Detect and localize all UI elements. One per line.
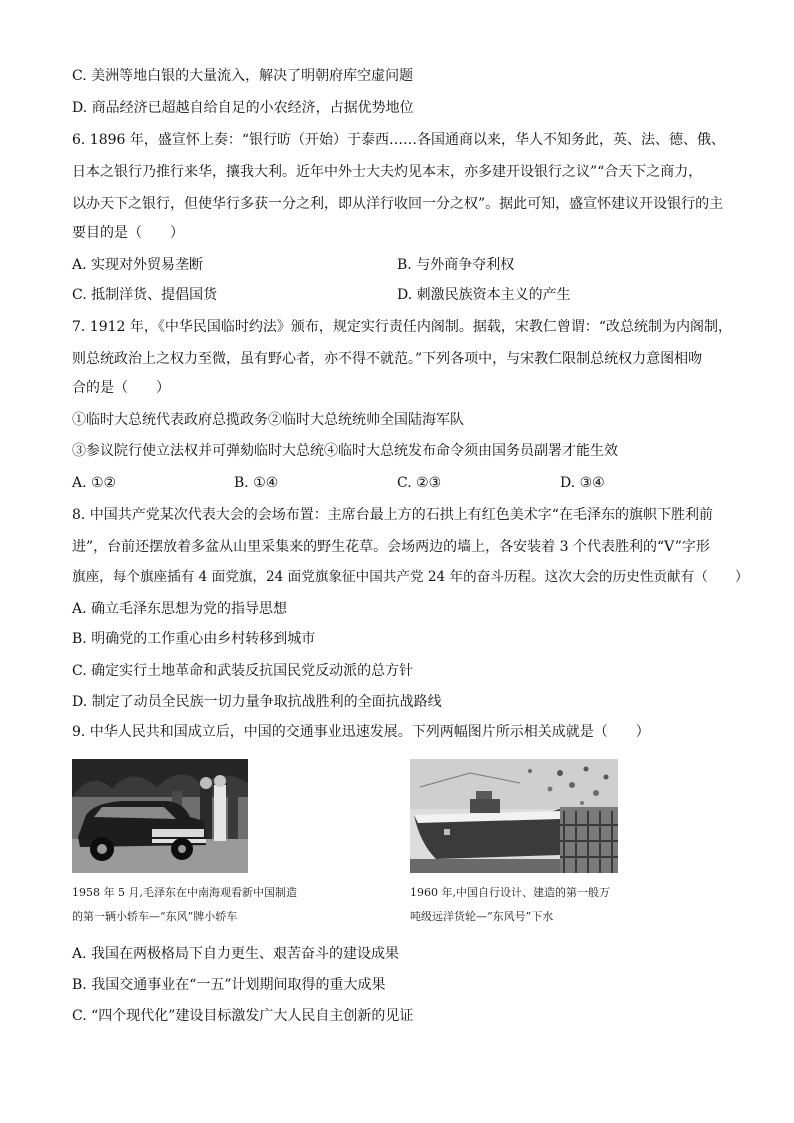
q7-stem-line-2: 则总统政治上之权力至微，虽有野心者，亦不得不就范。”下列各项中，与宋教仁限制总统权力意图相吻 <box>72 351 703 367</box>
prev-option-d: D. 商品经济已超越自给自足的小农经济，占据优势地位 <box>72 100 414 116</box>
car-photo-caption-line-1: 1958 年 5 月,毛泽东在中南海观看新中国制造 <box>72 886 297 899</box>
q8-option-d: D. 制定了动员全民族一切力量争取抗战胜利的全面抗战路线 <box>72 694 442 710</box>
car-photo-caption-line-2: 的第一辆小轿车—“东风”牌小轿车 <box>72 910 238 923</box>
q9-option-c: C. “四个现代化”建设目标激发广大人民自主创新的见证 <box>72 1008 414 1024</box>
q9-option-b: B. 我国交通事业在“一五”计划期间取得的重大成果 <box>72 977 386 993</box>
q7-option-a: A. ①② <box>72 475 117 491</box>
q6-stem-line-3: 以办天下之银行，但使华行多获一分之利，即从洋行收回一分之权”。据此可知，盛宣怀建议开设银行的主 <box>72 196 724 212</box>
ship-photo-image <box>410 759 618 873</box>
q9-stem: 9. 中华人民共和国成立后，中国的交通事业迅速发展。下列两幅图片所示相关成就是（ ） <box>72 724 650 740</box>
q8-option-b: B. 明确党的工作重心由乡村转移到城市 <box>72 631 316 647</box>
q7-option-c: C. ②③ <box>397 475 442 491</box>
q6-stem-line-1: 6. 1896 年，盛宣怀上奏：“银行昉（开始）于泰西……各国通商以来，华人不知务此，英、法、德、俄、 <box>72 132 726 148</box>
car-photo <box>72 759 248 873</box>
q7-item-line-2: ③参议院行使立法权并可弹劾临时大总统④临时大总统发布命令须由国务员副署才能生效 <box>72 443 618 459</box>
q7-option-d: D. ③④ <box>560 475 605 491</box>
q7-stem-line-3: 合的是（ ） <box>72 380 170 396</box>
q7-stem-line-1: 7. 1912 年，《中华民国临时约法》颁布，规定实行责任内阁制。据载，宋教仁曾谓：“改总统制为内阁制， <box>72 319 733 335</box>
ship-photo-caption-line-2: 吨级远洋货轮—“东风号”下水 <box>410 910 554 923</box>
ship-photo <box>410 759 618 873</box>
q8-stem-line-3: 旗座，每个旗座插有 4 面党旗，24 面党旗象征中国共产党 24 年的奋斗历程。这次大会的历史性贡献有（ ） <box>72 569 749 585</box>
q7-item-line-1: ①临时大总统代表政府总揽政务②临时大总统统帅全国陆海军队 <box>72 412 464 428</box>
prev-option-c: C. 美洲等地白银的大量流入，解决了明朝府库空虚问题 <box>72 68 414 84</box>
q8-option-a: A. 确立毛泽东思想为党的指导思想 <box>72 601 288 617</box>
ship-photo-caption-line-1: 1960 年,中国自行设计、建造的第一般万 <box>410 886 610 899</box>
q8-option-c: C. 确定实行土地革命和武装反抗国民党反动派的总方针 <box>72 663 414 679</box>
q6-stem-line-4: 要目的是（ ） <box>72 225 184 241</box>
q7-option-b: B. ①④ <box>234 475 279 491</box>
q6-option-a: A. 实现对外贸易垄断 <box>72 257 204 273</box>
q8-stem-line-2: 进”，台前还摆放着多盆从山里采集来的野生花草。会场两边的墙上，各安装着 3 个代表胜利的“V”字形 <box>72 539 710 555</box>
q6-option-d: D. 刺激民族资本主义的产生 <box>397 287 571 303</box>
q6-option-c: C. 抵制洋货、提倡国货 <box>72 287 218 303</box>
q6-option-b: B. 与外商争夺利权 <box>397 257 515 273</box>
car-photo-image <box>72 759 248 873</box>
q8-stem-line-1: 8. 中国共产党某次代表大会的会场布置：主席台最上方的石拱上有红色美术字“在毛泽东的旗帜下胜利前 <box>72 507 713 523</box>
q6-stem-line-2: 日本之银行乃推行来华，攘我大利。近年中外士大夫灼见本末，亦多建开设银行之议”“合天下之商力， <box>72 164 703 180</box>
q9-option-a: A. 我国在两极格局下自力更生、艰苦奋斗的建设成果 <box>72 946 400 962</box>
